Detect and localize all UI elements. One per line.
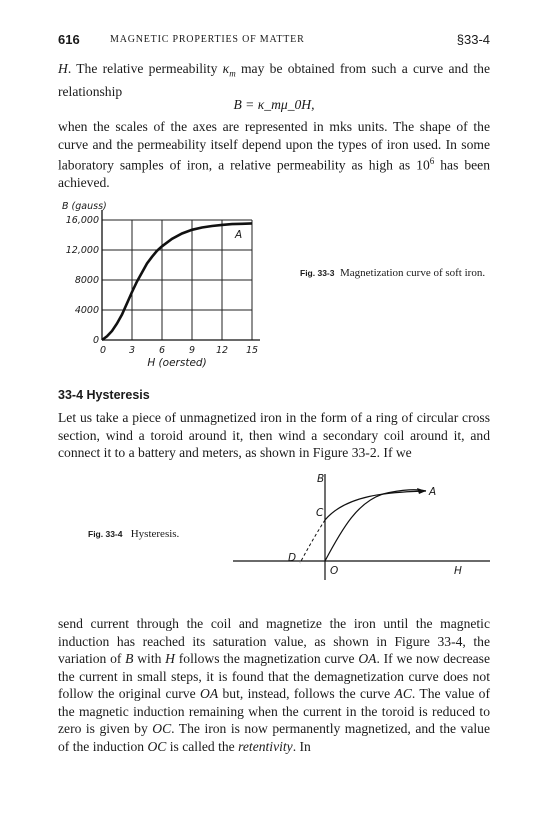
label-d: D bbox=[288, 552, 297, 564]
page-number: 616 bbox=[58, 32, 80, 47]
paragraph-2: when the scales of the axes are represented in mks units. The shape of the curve and the permeability itself depend upon the types of iron used. In some laboratory samples of iron, a relative permeability as high as $10^6$ has been achieved. bbox=[58, 119, 490, 191]
paragraph-4: send current through the coil and magnetize the iron until the magnetic induction has reached its saturation value, as shown in Figure 33-4, the variation of B with H follows the magnetization curve OA. If we now decrease the current in small steps, it is found that the demagnetization curve does not follow the original curve OA but, instead, follows the curve AC. The value of the magnetic induction remaining when the current in the toroid is reduced to zero is given by OC. The iron is now permanently magnetized, and the value of the induction OC is called the retentivity. In bbox=[58, 616, 491, 754]
x-tick-label: 9 bbox=[188, 345, 196, 356]
demagnetization-curve-ac bbox=[325, 491, 426, 520]
page-header bbox=[58, 32, 490, 50]
magnetization-curve bbox=[102, 223, 252, 340]
paragraph-1: H. The relative permeability $\kappa_m$ may be obtained from such a curve and the relationship bbox=[58, 61, 490, 100]
label-b: B bbox=[317, 473, 325, 485]
chart-grid bbox=[102, 220, 252, 340]
x-axis-label: H (oersted) bbox=[147, 357, 207, 369]
running-head: MAGNETIC PROPERTIES OF MATTER bbox=[110, 34, 305, 45]
x-tick-label: 0 bbox=[99, 345, 107, 356]
label-h: H bbox=[454, 565, 462, 577]
label-a: A bbox=[429, 486, 437, 498]
magnetization-curve-oa bbox=[325, 490, 426, 561]
figure-33-4-caption bbox=[88, 527, 228, 541]
section-heading: 33-4 Hysteresis bbox=[58, 388, 150, 402]
equation-text: B = κ_mμ_0H, bbox=[233, 97, 315, 112]
label-c: C bbox=[316, 507, 324, 519]
y-tick-label: 4000 bbox=[74, 305, 99, 316]
x-tick-label: 15 bbox=[245, 345, 259, 356]
paragraph-3: Let us take a piece of unmagnetized iron in the form of a ring of circular cross section, wind a toroid around it, then wind a secondary coil around it, and connect it to a battery and meters, as shown in Figure 33-2. If we bbox=[58, 410, 490, 460]
y-tick-label: 8000 bbox=[74, 275, 99, 286]
figure-33-3-caption bbox=[300, 266, 495, 280]
hysteresis-diagram bbox=[228, 462, 493, 582]
label-o: O bbox=[330, 565, 339, 577]
equation bbox=[58, 97, 490, 113]
caption-text: Magnetization curve of soft iron. bbox=[339, 267, 486, 279]
caption-label: Fig. 33-4 bbox=[88, 529, 123, 539]
x-tick-label: 3 bbox=[128, 345, 136, 356]
curve-label-a: A bbox=[235, 229, 243, 241]
magnetization-chart bbox=[58, 195, 268, 373]
y-tick-label: 12,000 bbox=[65, 245, 99, 256]
x-tick-label: 12 bbox=[215, 345, 229, 356]
arrowhead bbox=[417, 488, 426, 494]
y-tick-label: 16,000 bbox=[65, 215, 99, 226]
caption-text: Hysteresis. bbox=[130, 528, 180, 540]
x-tick-label: 6 bbox=[158, 345, 166, 356]
y-tick-label: 0 bbox=[92, 335, 99, 346]
y-axis-label: B (gauss) bbox=[62, 201, 107, 212]
demagnetization-curve-dashed bbox=[300, 520, 325, 563]
section-number: §33-4 bbox=[456, 32, 490, 47]
caption-label: Fig. 33-3 bbox=[300, 268, 335, 278]
